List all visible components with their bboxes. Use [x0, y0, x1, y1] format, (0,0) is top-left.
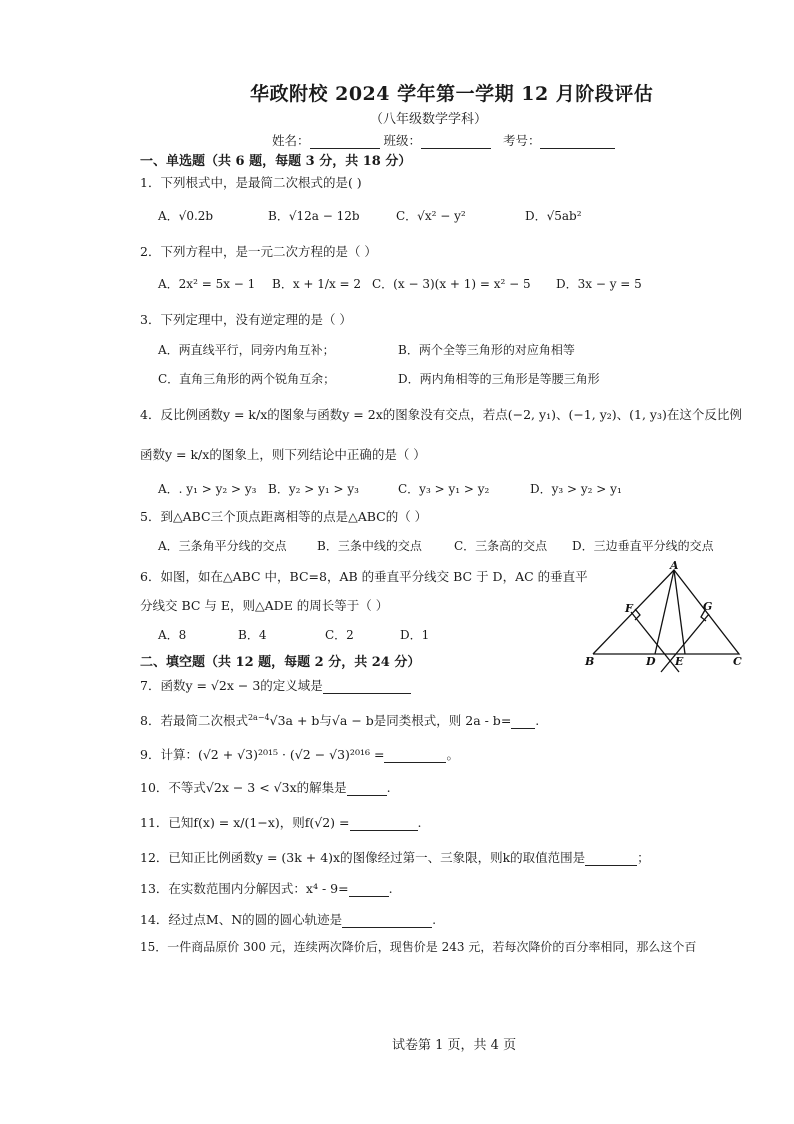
label-e: E — [675, 655, 684, 668]
q7-answer-blank[interactable] — [323, 680, 411, 694]
question-2-stem: 2．下列方程中，是一元二次方程的是（ ） — [140, 244, 377, 259]
label-b: B — [585, 655, 595, 668]
q5-option-b[interactable]: B．三条中线的交点 — [317, 539, 422, 553]
q2-option-a[interactable]: A．2x² = 5x − 1 — [158, 277, 256, 291]
question-4-line2: 函数y = k/x的图象上，则下列结论中正确的是（ ） — [140, 447, 426, 462]
question-10: 10．不等式√2x − 3 < √3x的解集是 . — [140, 780, 391, 795]
q3-option-d[interactable]: D．两内角相等的三角形是等腰三角形 — [398, 372, 600, 386]
q5-option-a[interactable]: A．三条角平分线的交点 — [158, 539, 287, 553]
page-title: 华政附校 2024 学年第一学期 12 月阶段评估 — [250, 83, 654, 105]
question-6-line1: 6．如图，如在△ABC 中，BC=8，AB 的垂直平分线交 BC 于 D，AC 的垂直平 — [140, 569, 588, 584]
q3-option-b[interactable]: B．两个全等三角形的对应角相等 — [398, 343, 575, 357]
q1-option-a[interactable]: A．√0.2b — [158, 209, 214, 223]
question-9: 9．计算：(√2 + √3)²⁰¹⁵ · (√2 − √3)²⁰¹⁶ = 。 — [140, 747, 459, 762]
q14-answer-blank[interactable] — [342, 914, 432, 928]
page-footer: 试卷第 1 页，共 4 页 — [392, 1038, 517, 1053]
class-label: 班级： — [383, 133, 422, 148]
exam-no-label: 考号： — [502, 133, 541, 148]
question-4-line1: 4．反比例函数y = k/x的图象与函数y = 2x的图象没有交点，若点(−2, y₁)、(−1, y₂)、(1, y₃)在这个反比例 — [140, 407, 742, 422]
question-1-stem: 1．下列根式中，是最简二次根式的是( ) — [140, 175, 362, 190]
right-angle-f — [635, 609, 640, 620]
exam-no-field[interactable] — [540, 135, 615, 149]
segment-ad — [655, 570, 674, 654]
q2-option-b[interactable]: B．x + 1/x = 2 — [272, 277, 362, 291]
label-a: A — [670, 560, 679, 572]
q2-option-d[interactable]: D．3x − y = 5 — [556, 277, 642, 291]
label-g: G — [703, 600, 713, 613]
question-12: 12．已知正比例函数y = (3k + 4)x的图像经过第一、三象限，则k的取值范围是 ； — [140, 850, 650, 865]
question-7: 7．函数y = √2x − 3的定义域是 — [140, 676, 411, 694]
q11-answer-blank[interactable] — [350, 817, 418, 831]
q5-option-d[interactable]: D．三边垂直平分线的交点 — [572, 539, 714, 553]
q5-option-c[interactable]: C．三条高的交点 — [454, 539, 548, 553]
question-11: 11．已知f(x) = x/(1−x)，则f(√2) = . — [140, 815, 422, 830]
q3-option-c[interactable]: C．直角三角形的两个锐角互余； — [158, 372, 336, 386]
question-13: 13．在实数范围内分解因式：x⁴ - 9= . — [140, 881, 393, 896]
q1-option-d[interactable]: D．√5ab² — [525, 209, 582, 223]
class-field[interactable] — [421, 135, 491, 149]
question-14: 14．经过点M、N的圆的圆心轨迹是 . — [140, 912, 437, 927]
question-3-stem: 3．下列定理中，没有逆定理的是（ ） — [140, 312, 352, 327]
q3-option-a[interactable]: A．两直线平行，同旁内角互补； — [158, 343, 335, 357]
q2-option-c[interactable]: C．(x − 3)(x + 1) = x² − 5 — [372, 277, 531, 291]
question-15: 15．一件商品原价 300 元，连续两次降价后，现售价是 243 元，若每次降价的百分率相同，那么这个百 — [140, 940, 697, 954]
q13-answer-blank[interactable] — [349, 883, 389, 897]
section-2-heading: 二、填空题（共 12 题，每题 2 分，共 24 分） — [140, 655, 421, 670]
q1-option-b[interactable]: B．√12a − 12b — [268, 209, 360, 223]
q1-option-c[interactable]: C．√x² − y² — [396, 209, 466, 223]
triangle-figure — [583, 560, 753, 680]
label-d: D — [646, 655, 656, 668]
q4-option-b[interactable]: B．y₂ > y₁ > y₃ — [268, 482, 359, 496]
q4-option-a[interactable]: A．. y₁ > y₂ > y₃ — [158, 482, 257, 496]
label-c: C — [733, 655, 742, 668]
q6-option-b[interactable]: B．4 — [238, 628, 267, 642]
q4-option-c[interactable]: C．y₃ > y₁ > y₂ — [398, 482, 490, 496]
q8-answer-blank[interactable] — [511, 715, 535, 729]
bisector-ac — [661, 614, 709, 672]
q12-answer-blank[interactable] — [585, 852, 637, 866]
label-f: F — [625, 602, 633, 615]
q6-option-c[interactable]: C．2 — [325, 628, 354, 642]
q4-option-d[interactable]: D．y₃ > y₂ > y₁ — [530, 482, 622, 496]
triangle-abc — [593, 570, 739, 654]
q10-answer-blank[interactable] — [347, 782, 387, 796]
q6-option-d[interactable]: D．1 — [400, 628, 430, 642]
q9-answer-blank[interactable] — [384, 749, 446, 763]
question-8: 8．若最简二次根式$^{2a-4}$√3a + b与√a − b是同类根式，则 2a - b= . — [140, 712, 540, 728]
section-heading: 一、单选题（共 6 题，每题 3 分，共 18 分） — [140, 154, 412, 169]
name-label: 姓名： — [272, 133, 310, 148]
question-5-stem: 5．到△ABC三个顶点距离相等的点是△ABC的（ ） — [140, 509, 428, 524]
question-6-line2: 分线交 BC 与 E，则△ADE 的周长等于（ ） — [140, 598, 389, 613]
student-info-row — [272, 131, 615, 149]
name-field[interactable] — [310, 135, 380, 149]
q6-option-a[interactable]: A．8 — [158, 628, 187, 642]
page-subtitle: （八年级数学学科） — [370, 112, 488, 127]
